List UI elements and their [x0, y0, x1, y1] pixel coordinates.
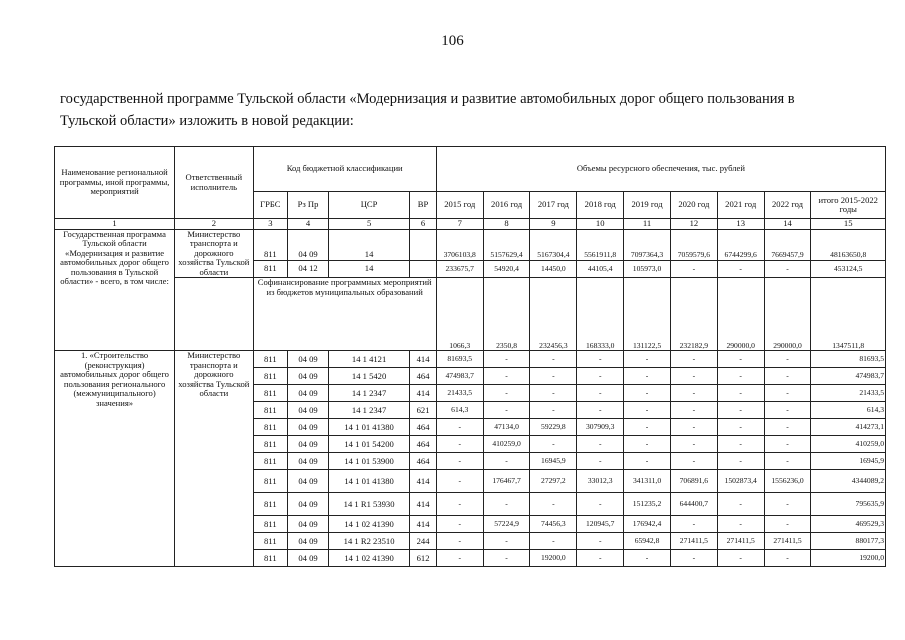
- header-year: 2022 год: [764, 192, 811, 219]
- header-year: 2017 год: [530, 192, 577, 219]
- value-cell: -: [764, 419, 811, 436]
- value-cell: -: [717, 368, 764, 385]
- column-number: 13: [717, 219, 764, 230]
- value-cell: 151235,2: [624, 493, 671, 516]
- value-cell: 1556236,0: [764, 470, 811, 493]
- value-cell: 232456,3: [530, 278, 577, 351]
- page-number: 106: [441, 33, 464, 49]
- value-cell: 410259,0: [483, 436, 530, 453]
- value-cell: 5561911,8: [577, 230, 624, 261]
- column-number-row: [55, 219, 886, 230]
- header-rzpr: Рз Пр: [288, 192, 329, 219]
- vr-cell: [410, 230, 437, 261]
- total-cell: 880177,3: [811, 533, 886, 550]
- value-cell: -: [717, 402, 764, 419]
- total-cell: 410259,0: [811, 436, 886, 453]
- value-cell: 120945,7: [577, 516, 624, 533]
- rzpr-cell: 04 09: [288, 351, 329, 368]
- header-year: 2021 год: [717, 192, 764, 219]
- value-cell: 271411,5: [670, 533, 717, 550]
- rzpr-cell: 04 09: [288, 368, 329, 385]
- csr-cell: 14 1 02 41390: [328, 550, 409, 567]
- value-cell: 3706103,8: [436, 230, 483, 261]
- total-cell: 48163650,8: [811, 230, 886, 261]
- csr-cell: 14 1 R2 23510: [328, 533, 409, 550]
- rzpr-cell: 04 09: [288, 493, 329, 516]
- program-row: [55, 230, 886, 261]
- column-number: 12: [670, 219, 717, 230]
- total-cell: 21433,5: [811, 385, 886, 402]
- column-number: 14: [764, 219, 811, 230]
- value-cell: -: [624, 550, 671, 567]
- value-cell: -: [624, 402, 671, 419]
- value-cell: -: [483, 533, 530, 550]
- value-cell: 65942,8: [624, 533, 671, 550]
- value-cell: -: [764, 550, 811, 567]
- value-cell: -: [717, 436, 764, 453]
- cofinancing-row: [55, 278, 886, 351]
- csr-cell: 14 1 R1 53930: [328, 493, 409, 516]
- column-number: 8: [483, 219, 530, 230]
- grbs-cell: 811: [253, 470, 288, 493]
- header-code: Код бюджетной классификации: [253, 147, 436, 192]
- vr-cell: 414: [410, 493, 437, 516]
- csr-cell: 14 1 01 41380: [328, 470, 409, 493]
- value-cell: -: [764, 436, 811, 453]
- value-cell: -: [577, 453, 624, 470]
- rzpr-cell: 04 09: [288, 436, 329, 453]
- header-grbs: ГРБС: [253, 192, 288, 219]
- value-cell: -: [577, 368, 624, 385]
- vr-cell: 612: [410, 550, 437, 567]
- value-cell: -: [764, 351, 811, 368]
- grbs-cell: 811: [253, 230, 288, 261]
- total-cell: 19200,0: [811, 550, 886, 567]
- grbs-cell: 811: [253, 453, 288, 470]
- value-cell: 14450,0: [530, 260, 577, 277]
- value-cell: 176467,7: [483, 470, 530, 493]
- value-cell: -: [624, 419, 671, 436]
- header-year: 2019 год: [624, 192, 671, 219]
- rzpr-cell: 04 09: [288, 230, 329, 261]
- vr-cell: [410, 260, 437, 277]
- value-cell: 233675,7: [436, 260, 483, 277]
- column-number: 11: [624, 219, 671, 230]
- measure-executor: Министерство транспорта и дорожного хозяйства Тульской области: [175, 351, 253, 567]
- value-cell: 54920,4: [483, 260, 530, 277]
- rzpr-cell: 04 09: [288, 550, 329, 567]
- grbs-cell: 811: [253, 260, 288, 277]
- rzpr-cell: 04 09: [288, 470, 329, 493]
- grbs-cell: 811: [253, 550, 288, 567]
- value-cell: 131122,5: [624, 278, 671, 351]
- value-cell: -: [577, 533, 624, 550]
- column-number: 10: [577, 219, 624, 230]
- value-cell: -: [717, 260, 764, 277]
- header-year: 2020 год: [670, 192, 717, 219]
- value-cell: -: [624, 453, 671, 470]
- program-name: Государственная программа Тульской области «Модернизация и развитие автомобильных дорог общего пользования в Тульской области» - всего, в том числе:: [55, 230, 175, 351]
- grbs-cell: 811: [253, 368, 288, 385]
- value-cell: -: [670, 550, 717, 567]
- value-cell: -: [764, 516, 811, 533]
- total-cell: 474983,7: [811, 368, 886, 385]
- rzpr-cell: 04 12: [288, 260, 329, 277]
- rzpr-cell: 04 09: [288, 533, 329, 550]
- column-number: 2: [175, 219, 253, 230]
- value-cell: 59229,8: [530, 419, 577, 436]
- vr-cell: 464: [410, 368, 437, 385]
- csr-cell: 14: [328, 230, 409, 261]
- value-cell: -: [670, 453, 717, 470]
- measure-row: [55, 351, 886, 368]
- total-cell: 16945,9: [811, 453, 886, 470]
- header-volumes: Объемы ресурсного обеспечения, тыс. рублей: [436, 147, 885, 192]
- total-cell: 469529,3: [811, 516, 886, 533]
- vr-cell: 464: [410, 419, 437, 436]
- value-cell: 57224,9: [483, 516, 530, 533]
- total-cell: 453124,5: [811, 260, 886, 277]
- value-cell: 105973,0: [624, 260, 671, 277]
- value-cell: -: [483, 493, 530, 516]
- value-cell: -: [577, 436, 624, 453]
- header-year: 2016 год: [483, 192, 530, 219]
- value-cell: 706891,6: [670, 470, 717, 493]
- value-cell: 16945,9: [530, 453, 577, 470]
- csr-cell: 14 1 5420: [328, 368, 409, 385]
- value-cell: -: [436, 493, 483, 516]
- value-cell: -: [530, 533, 577, 550]
- value-cell: -: [764, 385, 811, 402]
- value-cell: 1502873,4: [717, 470, 764, 493]
- vr-cell: 414: [410, 470, 437, 493]
- value-cell: 7097364,3: [624, 230, 671, 261]
- value-cell: 21433,5: [436, 385, 483, 402]
- column-number: 4: [288, 219, 329, 230]
- value-cell: -: [624, 436, 671, 453]
- csr-cell: 14 1 01 53900: [328, 453, 409, 470]
- value-cell: -: [670, 368, 717, 385]
- value-cell: -: [577, 493, 624, 516]
- value-cell: -: [670, 436, 717, 453]
- value-cell: -: [717, 419, 764, 436]
- value-cell: -: [436, 419, 483, 436]
- value-cell: 74456,3: [530, 516, 577, 533]
- value-cell: -: [577, 385, 624, 402]
- value-cell: 7059579,6: [670, 230, 717, 261]
- total-cell: 414273,1: [811, 419, 886, 436]
- value-cell: 168333,0: [577, 278, 624, 351]
- header-total: итого 2015-2022 годы: [811, 192, 886, 219]
- column-number: 1: [55, 219, 175, 230]
- csr-cell: 14 1 01 41380: [328, 419, 409, 436]
- header-vr: ВР: [410, 192, 437, 219]
- value-cell: -: [436, 533, 483, 550]
- vr-cell: 464: [410, 453, 437, 470]
- csr-cell: 14: [328, 260, 409, 277]
- value-cell: 176942,4: [624, 516, 671, 533]
- measure-name: 1. «Строительство (реконструкция) автомобильных дорог общего пользования регионального (межмуниципального) значения»: [55, 351, 175, 567]
- value-cell: -: [670, 260, 717, 277]
- value-cell: -: [530, 436, 577, 453]
- value-cell: 1066,3: [436, 278, 483, 351]
- value-cell: 474983,7: [436, 368, 483, 385]
- csr-cell: 14 1 01 54200: [328, 436, 409, 453]
- header-year: 2015 год: [436, 192, 483, 219]
- value-cell: -: [483, 368, 530, 385]
- value-cell: 7669457,9: [764, 230, 811, 261]
- column-number: 15: [811, 219, 886, 230]
- grbs-cell: 811: [253, 419, 288, 436]
- value-cell: -: [624, 368, 671, 385]
- header-name: Наименование региональной программы, иной программы, мероприятий: [55, 147, 175, 219]
- value-cell: 2350,8: [483, 278, 530, 351]
- value-cell: -: [577, 402, 624, 419]
- value-cell: -: [483, 550, 530, 567]
- value-cell: -: [764, 453, 811, 470]
- vr-cell: 414: [410, 516, 437, 533]
- value-cell: 307909,3: [577, 419, 624, 436]
- rzpr-cell: 04 09: [288, 402, 329, 419]
- value-cell: -: [764, 402, 811, 419]
- csr-cell: 14 1 2347: [328, 385, 409, 402]
- program-executor: Министерство транспорта и дорожного хозяйства Тульской области: [175, 230, 253, 278]
- total-cell: 795635,9: [811, 493, 886, 516]
- value-cell: -: [670, 516, 717, 533]
- value-cell: -: [717, 351, 764, 368]
- vr-cell: 414: [410, 385, 437, 402]
- value-cell: -: [530, 493, 577, 516]
- value-cell: 614,3: [436, 402, 483, 419]
- vr-cell: 414: [410, 351, 437, 368]
- header-csr: ЦСР: [328, 192, 409, 219]
- header-executor: Ответственный исполнитель: [175, 147, 253, 219]
- value-cell: 290000,0: [717, 278, 764, 351]
- total-cell: 614,3: [811, 402, 886, 419]
- grbs-cell: 811: [253, 385, 288, 402]
- value-cell: 81693,5: [436, 351, 483, 368]
- value-cell: -: [670, 419, 717, 436]
- value-cell: -: [483, 351, 530, 368]
- value-cell: -: [670, 402, 717, 419]
- csr-cell: 14 1 4121: [328, 351, 409, 368]
- column-number: 6: [410, 219, 437, 230]
- grbs-cell: 811: [253, 516, 288, 533]
- column-number: 7: [436, 219, 483, 230]
- grbs-cell: 811: [253, 493, 288, 516]
- value-cell: 644400,7: [670, 493, 717, 516]
- value-cell: -: [436, 516, 483, 533]
- value-cell: 5167304,4: [530, 230, 577, 261]
- csr-cell: 14 1 2347: [328, 402, 409, 419]
- value-cell: -: [436, 436, 483, 453]
- value-cell: 271411,5: [764, 533, 811, 550]
- header-row-top: [55, 147, 886, 192]
- rzpr-cell: 04 09: [288, 516, 329, 533]
- value-cell: 6744299,6: [717, 230, 764, 261]
- column-number: 3: [253, 219, 288, 230]
- value-cell: 19200,0: [530, 550, 577, 567]
- value-cell: -: [670, 385, 717, 402]
- vr-cell: 621: [410, 402, 437, 419]
- value-cell: 47134,0: [483, 419, 530, 436]
- value-cell: -: [670, 351, 717, 368]
- value-cell: -: [624, 385, 671, 402]
- value-cell: -: [530, 351, 577, 368]
- value-cell: 5157629,4: [483, 230, 530, 261]
- blank-cell: [175, 278, 253, 351]
- value-cell: -: [764, 493, 811, 516]
- grbs-cell: 811: [253, 533, 288, 550]
- total-cell: 4344089,2: [811, 470, 886, 493]
- value-cell: -: [624, 351, 671, 368]
- value-cell: -: [717, 550, 764, 567]
- value-cell: 33012,3: [577, 470, 624, 493]
- value-cell: -: [436, 550, 483, 567]
- total-cell: 1347511,8: [811, 278, 886, 351]
- value-cell: -: [530, 402, 577, 419]
- value-cell: -: [530, 385, 577, 402]
- value-cell: -: [717, 516, 764, 533]
- vr-cell: 464: [410, 436, 437, 453]
- value-cell: -: [577, 351, 624, 368]
- value-cell: 290000,0: [764, 278, 811, 351]
- rzpr-cell: 04 09: [288, 419, 329, 436]
- value-cell: -: [530, 368, 577, 385]
- header-year: 2018 год: [577, 192, 624, 219]
- value-cell: -: [483, 453, 530, 470]
- value-cell: -: [764, 260, 811, 277]
- rzpr-cell: 04 09: [288, 453, 329, 470]
- grbs-cell: 811: [253, 436, 288, 453]
- value-cell: -: [483, 385, 530, 402]
- value-cell: -: [436, 453, 483, 470]
- vr-cell: 244: [410, 533, 437, 550]
- value-cell: -: [577, 550, 624, 567]
- total-cell: 81693,5: [811, 351, 886, 368]
- value-cell: -: [717, 493, 764, 516]
- value-cell: 341311,0: [624, 470, 671, 493]
- column-number: 5: [328, 219, 409, 230]
- intro-paragraph: государственной программе Тульской области «Модернизация и развитие автомобильных дорог общего пользования в Тульской области» изложить в новой редакции:: [60, 91, 795, 129]
- value-cell: -: [764, 368, 811, 385]
- column-number: 9: [530, 219, 577, 230]
- value-cell: 27297,2: [530, 470, 577, 493]
- value-cell: -: [717, 385, 764, 402]
- value-cell: 232182,9: [670, 278, 717, 351]
- grbs-cell: 811: [253, 351, 288, 368]
- value-cell: -: [717, 453, 764, 470]
- value-cell: -: [436, 470, 483, 493]
- rzpr-cell: 04 09: [288, 385, 329, 402]
- cofinancing-label: Софинансирование программных мероприятий из бюджетов муниципальных образований: [253, 278, 436, 351]
- grbs-cell: 811: [253, 402, 288, 419]
- value-cell: -: [483, 402, 530, 419]
- value-cell: 271411,5: [717, 533, 764, 550]
- csr-cell: 14 1 02 41390: [328, 516, 409, 533]
- value-cell: 44105,4: [577, 260, 624, 277]
- budget-table: [54, 146, 886, 567]
